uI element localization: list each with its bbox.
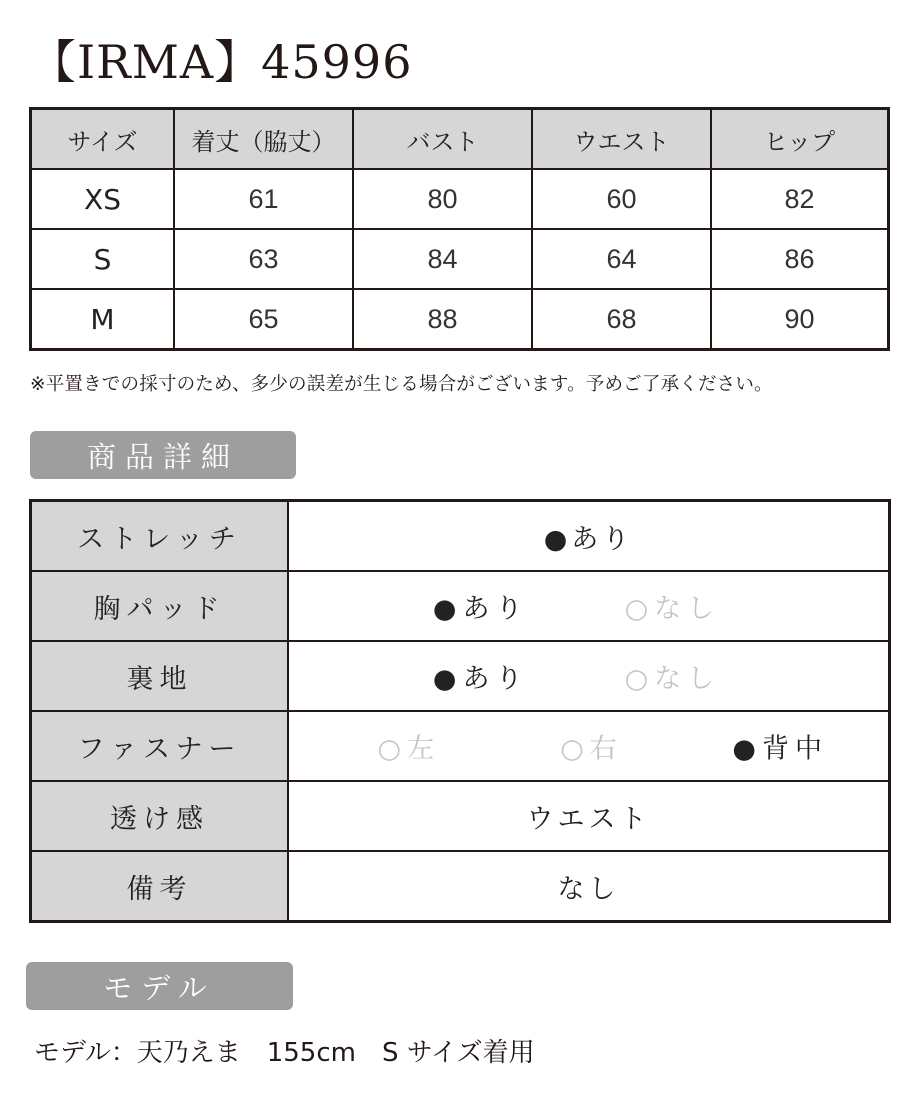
size-cell: S bbox=[31, 229, 175, 289]
length-cell: 65 bbox=[174, 289, 353, 350]
option-yes: ●あり bbox=[432, 593, 529, 625]
bust-cell: 84 bbox=[353, 229, 532, 289]
table-row bbox=[31, 229, 889, 289]
hip-cell: 90 bbox=[711, 289, 889, 350]
bust-cell: 80 bbox=[353, 169, 532, 229]
detail-label: ファスナー bbox=[31, 711, 289, 781]
waist-cell: 60 bbox=[532, 169, 711, 229]
hip-cell: 86 bbox=[711, 229, 889, 289]
model-heading: モデル bbox=[26, 962, 293, 1010]
details-heading: 商品詳細 bbox=[30, 431, 296, 479]
model-info: モデル：天乃えま 155cm S サイズ着用 bbox=[34, 1038, 535, 1068]
detail-options bbox=[288, 641, 890, 711]
option-back: ●背中 bbox=[732, 733, 828, 765]
length-cell: 63 bbox=[174, 229, 353, 289]
hip-cell: 82 bbox=[711, 169, 889, 229]
details-table bbox=[29, 499, 891, 923]
header-hip: ヒップ bbox=[711, 109, 889, 170]
detail-row-zipper bbox=[31, 711, 890, 781]
option-left: ○左 bbox=[377, 733, 441, 765]
size-table-header bbox=[31, 109, 889, 170]
waist-cell: 64 bbox=[532, 229, 711, 289]
header-length: 着丈（脇丈） bbox=[174, 109, 353, 170]
detail-row-lining bbox=[31, 641, 890, 711]
size-cell: XS bbox=[31, 169, 175, 229]
detail-row-remarks bbox=[31, 851, 890, 922]
option-right: ○右 bbox=[560, 733, 623, 765]
detail-label: 備考 bbox=[31, 851, 289, 922]
option-yes: ●あり bbox=[432, 663, 529, 695]
detail-row-sheer bbox=[31, 781, 890, 851]
size-cell: M bbox=[31, 289, 175, 350]
detail-label: 胸パッド bbox=[31, 571, 289, 641]
page-title: 【IRMA】45996 bbox=[30, 35, 413, 89]
detail-value: なし bbox=[288, 851, 890, 922]
table-row bbox=[31, 169, 889, 229]
size-table bbox=[29, 107, 890, 351]
option-no: ○なし bbox=[624, 663, 721, 695]
header-waist: ウエスト bbox=[532, 109, 711, 170]
measurement-note: ※平置きでの採寸のため、多少の誤差が生じる場合がございます。予めご了承ください。 bbox=[30, 374, 773, 395]
detail-label: ストレッチ bbox=[31, 501, 289, 572]
detail-label: 裏地 bbox=[31, 641, 289, 711]
table-row bbox=[31, 289, 889, 350]
option-no: ○なし bbox=[624, 593, 721, 625]
length-cell: 61 bbox=[174, 169, 353, 229]
header-bust: バスト bbox=[353, 109, 532, 170]
detail-options bbox=[288, 571, 890, 641]
detail-options bbox=[288, 711, 890, 781]
detail-label: 透け感 bbox=[31, 781, 289, 851]
detail-row-stretch bbox=[31, 501, 890, 572]
bust-cell: 88 bbox=[353, 289, 532, 350]
waist-cell: 68 bbox=[532, 289, 711, 350]
detail-value: ●あり bbox=[288, 501, 890, 572]
header-size: サイズ bbox=[31, 109, 175, 170]
detail-row-chest-pad bbox=[31, 571, 890, 641]
detail-value: ウエスト bbox=[288, 781, 890, 851]
